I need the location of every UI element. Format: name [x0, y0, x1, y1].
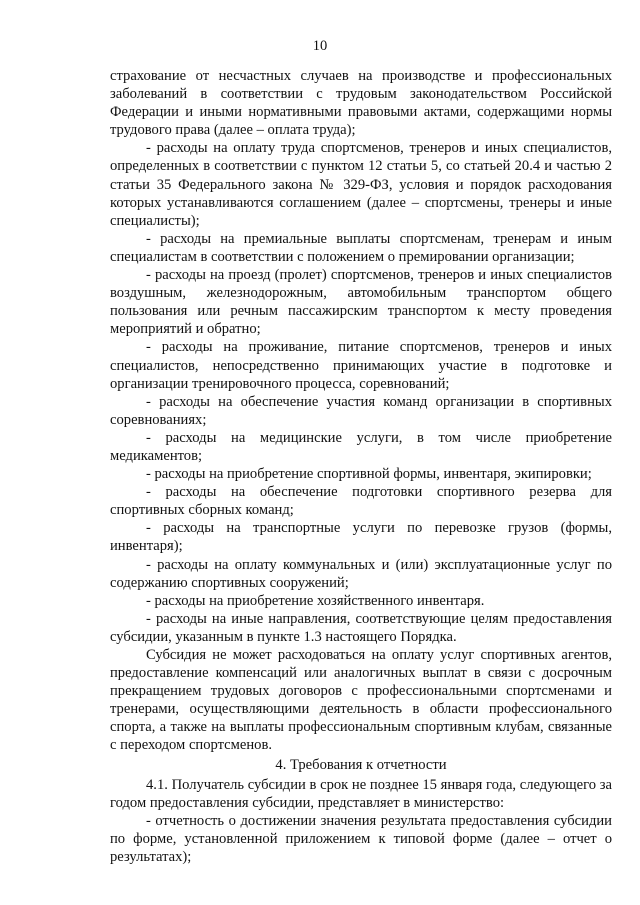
paragraph-continuation: страхование от несчастных случаев на производстве и профессиональных заболеваний в соответствии с трудовым законодательством Российской Федерации и иными нормативными правовыми актами, содержащими нормы трудового права (далее – оплата труда);	[110, 68, 612, 139]
paragraph-report-deadline: 4.1. Получатель субсидии в срок не позднее 15 января года, следующего за годом предоставления субсидии, представляет в министерство:	[110, 776, 612, 811]
list-item-travel-costs: - расходы на проезд (пролет) спортсменов, тренеров и иных специалистов воздушным, железнодорожным, автомобильным транспортом общего пользования или речным пассажирским транспортом к месту проведения мероприятий и обратно;	[110, 267, 612, 338]
section-heading: 4. Требования к отчетности	[275, 756, 447, 773]
list-item-bonus-payments: - расходы на премиальные выплаты спортсменам, тренерам и иным специалистам в соответствии с положением о премировании организации;	[110, 230, 612, 265]
list-item-results-report: - отчетность о достижении значения результата предоставления субсидии по форме, установленной приложением к типовой форме (далее – отчет о результатах);	[110, 812, 612, 866]
list-item-other-directions: - расходы на иные направления, соответствующие целям предоставления субсидии, указанным в пункте 1.3 настоящего Порядка.	[110, 610, 612, 645]
document-body	[110, 67, 612, 866]
list-item-utilities: - расходы на оплату коммунальных и (или) эксплуатационные услуг по содержанию спортивных сооружений;	[110, 556, 612, 591]
list-item-reserve-training: - расходы на обеспечение подготовки спортивного резерва для спортивных сборных команд;	[110, 484, 612, 519]
list-item-cargo-transport: - расходы на транспортные услуги по перевозке грузов (формы, инвентаря);	[110, 520, 612, 555]
paragraph-subsidy-restrictions: Субсидия не может расходоваться на оплату услуг спортивных агентов, предоставление компенсаций или аналогичных выплат в связи с досрочным прекращением трудовых договоров с профессиональными спортсменами и тренерами, осуществляющими деятельность в области профессионального спорта, а также на выплаты профессиональным спортивным клубам, связанные с переходом спортсменов.	[110, 647, 612, 754]
page-number: 10	[312, 38, 328, 54]
list-item-household-inventory: - расходы на приобретение хозяйственного инвентаря.	[146, 592, 485, 609]
list-item-accommodation-costs: - расходы на проживание, питание спортсменов, тренеров и иных специалистов, непосредственно принимающих участие в подготовке и организации тренировочного процесса, соревнований;	[110, 339, 612, 392]
list-item-medical-services: - расходы на медицинские услуги, в том числе приобретение медикаментов;	[110, 429, 612, 464]
list-item-labor-costs: - расходы на оплату труда спортсменов, тренеров и иных специалистов, определенных в соответствии с пунктом 12 статьи 5, со статьей 20.4 и частью 2 статьи 35 Федерального закона № 329-ФЗ, условия и порядок расходования которых устанавливаются соглашением (далее – спортсмены, тренеры и иные специалисты);	[110, 140, 612, 229]
list-item-sports-uniform: - расходы на приобретение спортивной формы, инвентаря, экипировки;	[146, 466, 592, 483]
list-item-team-participation: - расходы на обеспечение участия команд организации в спортивных соревнованиях;	[110, 393, 612, 428]
